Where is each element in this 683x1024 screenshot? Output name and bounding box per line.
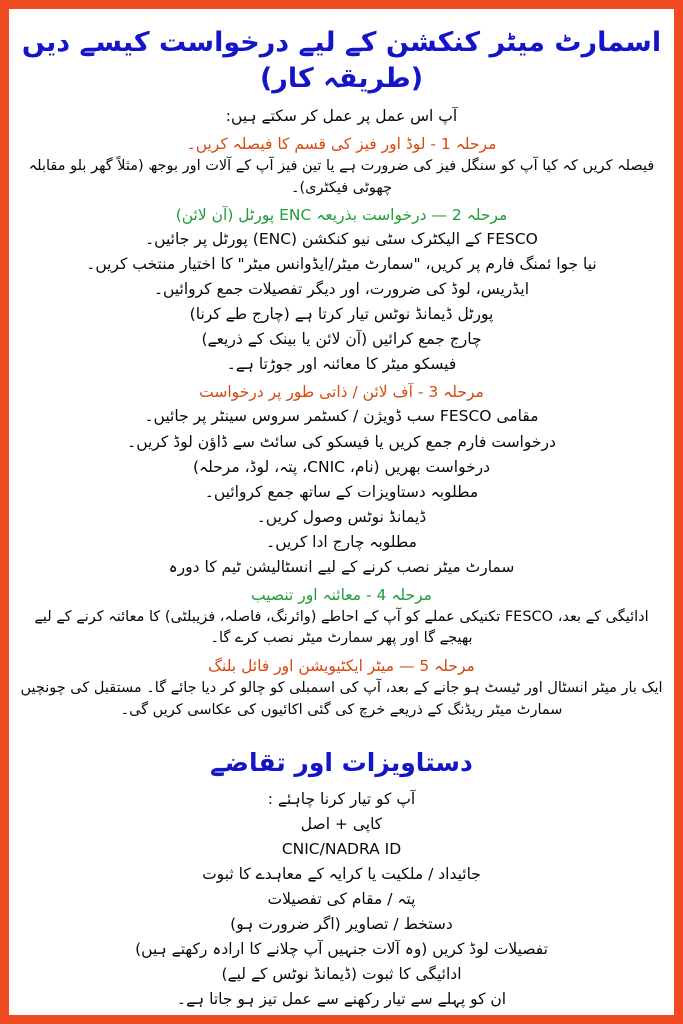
intro-text: آپ اس عمل پر عمل کر سکتے ہیں: [225, 106, 458, 125]
step-5-heading: مرحلہ 5 — میٹر ایکٹیویشن اور فائل بلنگ [208, 657, 475, 676]
document-item-2: CNIC/NADRA ID [281, 839, 402, 858]
step-3-line-4: مطلوبہ دستاویزات کے ساتھ جمع کروائیں۔ [204, 482, 479, 501]
documents-section-title: دستاویزات اور تقاضے [210, 747, 473, 777]
document-item-6: تفصیلات لوڈ کریں (وہ آلات جنہیں آپ چلانے کا ارادہ رکھتے ہیں) [135, 939, 548, 958]
document-item-5: دستخط / تصاویر (اگر ضرورت ہو) [230, 914, 453, 933]
document-item-4: پتہ / مقام کی تفصیلات [267, 889, 416, 908]
step-2-line-4: پورٹل ڈیمانڈ نوٹس تیار کرتا ہے (چارج طے کرنا) [189, 305, 494, 324]
step-1-line-1: فیصلہ کریں کہ کیا آپ کو سنگل فیز کی ضرورت ہے یا تین فیز آپ کے آلات اور بوجھ (مثلاً گھر بلو مقابلہ چھوٹی فیکٹری)۔ [28, 157, 655, 196]
step-2-line-3: ایڈریس، لوڈ کی ضرورت، اور دیگر تفصیلات جمع کروائیں۔ [153, 280, 530, 299]
document-item-8: ان کو پہلے سے تیار رکھنے سے عمل تیز ہو جاتا ہے۔ [176, 989, 507, 1008]
step-2-line-5: چارج جمع کرائیں (آن لائن یا بینک کے ذریعے) [201, 330, 482, 349]
documents-intro: آپ کو تیار کرنا چاہئے : [267, 789, 416, 808]
step-2-line-6: فیسکو میٹر کا معائنہ اور جوڑتا ہے۔ [226, 355, 457, 374]
document-body [9, 9, 674, 1015]
step-2-heading: مرحلہ 2 — درخواست بذریعہ ENC پورٹل (آن لائن) [175, 206, 508, 225]
step-3-line-3: درخواست بھریں (نام، CNIC، پتہ، لوڈ، مرحلہ) [192, 457, 491, 476]
document-item-3: جائیداد / ملکیت یا کرایہ کے معاہدے کا ثبوت [202, 864, 481, 883]
step-5-line-1: ایک بار میٹر انسٹال اور ٹیسٹ ہو جانے کے بعد، آپ کی اسمبلی کو چالو کر دیا جائے گا۔ مستقبل کی چونچیں سمارٹ میٹر ریڈنگ کے ذریعے خرچ کی گئی اکائیوں کی عکاسی کریں گی۔ [20, 680, 663, 718]
step-4-heading: مرحلہ 4 - معائنہ اور تنصیب [251, 585, 432, 604]
step-3-line-5: ڈیمانڈ نوٹس وصول کریں۔ [256, 507, 427, 526]
page-title: اسمارٹ میٹر کنکشن کے لیے درخواست کیسے دیں (طریقہ کار) [21, 27, 662, 95]
step-1-heading: مرحلہ 1 - لوڈ اور فیز کی قسم کا فیصلہ کریں۔ [186, 134, 497, 153]
document-item-7: ادائیگی کا ثبوت (ڈیمانڈ نوٹس کے لیے) [221, 964, 462, 983]
step-3-line-2: درخواست فارم جمع کریں یا فیسکو کی سائٹ سے ڈاؤن لوڈ کریں۔ [127, 432, 556, 451]
step-4-line-1: ادائیگی کے بعد، FESCO تکنیکی عملے کو آپ کے احاطے (وائرنگ، فاصلہ، فزیبلٹی) کا معائنہ کرنے کے لیے بھیجے گا اور پھر سمارٹ میٹر نصب کرے گا۔ [34, 608, 649, 647]
step-3-heading: مرحلہ 3 - آف لائن / ذاتی طور پر درخواست [199, 383, 484, 402]
step-2-line-1: FESCO کے الیکٹرک سٹی نیو کنکشن (ENC) پورٹل پر جائیں۔ [145, 230, 538, 249]
step-2-line-2: نیا جوا ئمنگ فارم پر کریں، "سمارٹ میٹر/ایڈوانس میٹر" کا اختیار منتخب کریں۔ [86, 255, 597, 274]
step-3-line-6: مطلوبہ چارج ادا کریں۔ [266, 532, 417, 551]
step-3-line-7: سمارٹ میٹر نصب کرنے کے لیے انسٹالیشن ٹیم کا دورہ [168, 557, 515, 576]
step-3-line-1: مقامی FESCO سب ڈویژن / کسٹمر سروس سینٹر پر جائیں۔ [144, 407, 539, 426]
document-item-1: کاپی + اصل [300, 814, 383, 833]
